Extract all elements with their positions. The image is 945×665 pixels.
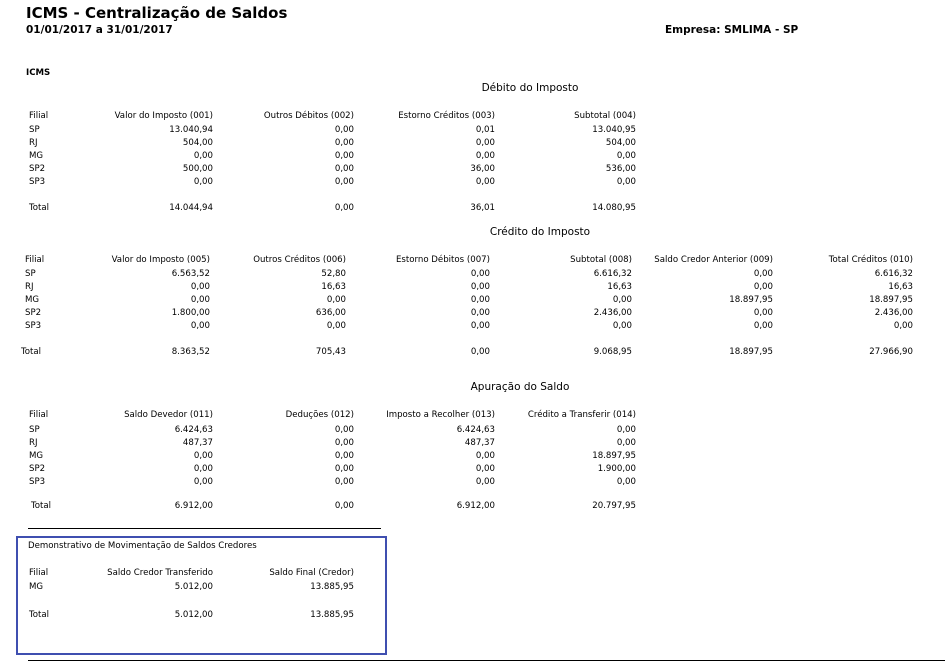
table-cell: 0,00	[470, 295, 490, 305]
table-cell: 0,00	[334, 164, 354, 174]
table-cell: 6.424,63	[456, 425, 495, 435]
column-header: Valor do Imposto (005)	[111, 255, 210, 265]
column-header: Crédito a Transferir (014)	[527, 410, 636, 420]
table-cell: 0,00	[893, 321, 913, 331]
table-cell: 13.040,94	[169, 125, 213, 135]
table-cell: 487,37	[182, 438, 213, 448]
table-cell: 0,00	[334, 425, 354, 435]
table-cell-filial: SP2	[29, 164, 46, 174]
total-label: Total	[21, 347, 42, 357]
table-cell-filial: RJ	[29, 438, 38, 448]
column-header: Filial	[29, 410, 49, 420]
table-cell: 0,00	[475, 151, 495, 161]
apuracao-title: Apuração do Saldo	[470, 381, 570, 393]
table-cell: 0,00	[334, 125, 354, 135]
table-cell: 36,00	[470, 164, 495, 174]
table-cell: 0,00	[190, 321, 210, 331]
table-cell: 16,63	[607, 282, 632, 292]
table-cell-filial: SP2	[29, 464, 46, 474]
table-cell: 487,37	[464, 438, 495, 448]
report-title: ICMS - Centralização de Saldos	[26, 4, 288, 22]
total-cell: 9.068,95	[593, 347, 632, 357]
table-cell: 504,00	[605, 138, 636, 148]
table-cell: 536,00	[605, 164, 636, 174]
table-cell: 2.436,00	[593, 308, 632, 318]
table-cell: 0,00	[326, 321, 346, 331]
table-cell: 0,00	[475, 477, 495, 487]
table-cell: 636,00	[315, 308, 346, 318]
total-cell: 5.012,00	[174, 610, 213, 620]
table-cell-filial: MG	[29, 151, 44, 161]
total-cell: 705,43	[315, 347, 346, 357]
table-cell: 0,00	[753, 308, 773, 318]
table-cell-filial: SP	[29, 425, 40, 435]
table-cell: 13.040,95	[592, 125, 636, 135]
table-cell: 500,00	[182, 164, 213, 174]
table-cell: 0,00	[475, 177, 495, 187]
company-label: Empresa: SMLIMA - SP	[665, 24, 799, 36]
table-cell: 0,00	[616, 477, 636, 487]
column-header: Saldo Devedor (011)	[124, 410, 213, 420]
table-cell-filial: SP	[29, 125, 40, 135]
column-header: Estorno Créditos (003)	[398, 111, 495, 121]
table-cell-filial: SP2	[25, 308, 42, 318]
table-cell: 0,00	[334, 438, 354, 448]
table-cell: 0,00	[470, 269, 490, 279]
column-header: Filial	[29, 568, 49, 578]
table-cell: 0,00	[616, 425, 636, 435]
column-header: Estorno Débitos (007)	[395, 255, 490, 265]
table-cell: 16,63	[888, 282, 913, 292]
column-header: Filial	[29, 111, 49, 121]
table-cell: 504,00	[182, 138, 213, 148]
column-header: Subtotal (004)	[574, 111, 636, 121]
table-cell: 0,00	[334, 138, 354, 148]
table-cell: 16,63	[321, 282, 346, 292]
table-cell: 0,00	[753, 269, 773, 279]
credito-title: Crédito do Imposto	[489, 226, 591, 238]
column-header: Saldo Credor Transferido	[107, 568, 213, 578]
table-cell: 0,00	[475, 138, 495, 148]
table-cell: 0,00	[190, 282, 210, 292]
table-cell-filial: SP3	[29, 177, 46, 187]
table-cell: 0,01	[475, 125, 495, 135]
total-cell: 13.885,95	[310, 610, 354, 620]
table-cell-filial: MG	[29, 451, 44, 461]
debito-title: Débito do Imposto	[481, 82, 579, 94]
total-cell: 0,00	[470, 347, 490, 357]
table-cell: 0,00	[753, 321, 773, 331]
table-cell-filial: RJ	[29, 138, 38, 148]
column-header: Saldo Credor Anterior (009)	[654, 255, 773, 265]
table-cell: 0,00	[612, 321, 632, 331]
total-cell: 0,00	[334, 203, 354, 213]
table-cell: 0,00	[334, 477, 354, 487]
total-label: Total	[29, 610, 50, 620]
table-cell: 1.800,00	[171, 308, 210, 318]
table-cell: 18.897,95	[729, 295, 773, 305]
total-cell: 14.044,94	[169, 203, 213, 213]
table-cell: 0,00	[616, 151, 636, 161]
column-header: Valor do Imposto (001)	[114, 111, 213, 121]
table-cell: 52,80	[321, 269, 346, 279]
table-cell: 0,00	[470, 321, 490, 331]
table-cell-filial: SP3	[29, 477, 46, 487]
total-cell: 8.363,52	[171, 347, 210, 357]
table-cell: 0,00	[334, 151, 354, 161]
column-header: Imposto a Recolher (013)	[386, 410, 495, 420]
column-header: Filial	[25, 255, 45, 265]
table-cell: 18.897,95	[592, 451, 636, 461]
total-cell: 27.966,90	[869, 347, 913, 357]
table-cell: 18.897,95	[869, 295, 913, 305]
total-cell: 6.912,00	[456, 501, 495, 511]
total-cell: 18.897,95	[729, 347, 773, 357]
column-header: Subtotal (008)	[570, 255, 632, 265]
total-cell: 20.797,95	[592, 501, 636, 511]
table-cell: 2.436,00	[874, 308, 913, 318]
table-cell: 0,00	[193, 151, 213, 161]
table-cell: 0,00	[616, 438, 636, 448]
table-cell: 0,00	[326, 295, 346, 305]
total-cell: 0,00	[334, 501, 354, 511]
table-cell: 5.012,00	[174, 582, 213, 592]
divider-line	[28, 528, 381, 529]
table-cell: 6.424,63	[174, 425, 213, 435]
table-cell: 6.616,32	[593, 269, 632, 279]
column-header: Outros Débitos (002)	[263, 111, 354, 121]
table-cell: 6.616,32	[874, 269, 913, 279]
total-cell: 14.080,95	[592, 203, 636, 213]
table-cell: 1.900,00	[597, 464, 636, 474]
table-cell-filial: MG	[29, 582, 44, 592]
table-cell-filial: SP	[25, 269, 36, 279]
table-cell: 6.563,52	[171, 269, 210, 279]
table-cell: 0,00	[470, 308, 490, 318]
table-cell: 0,00	[470, 282, 490, 292]
table-cell: 0,00	[193, 477, 213, 487]
table-cell-filial: MG	[25, 295, 40, 305]
column-header: Saldo Final (Credor)	[269, 568, 354, 578]
table-cell: 13.885,95	[310, 582, 354, 592]
demonstrativo-highlight-box	[16, 536, 387, 655]
total-cell: 36,01	[470, 203, 495, 213]
table-cell: 0,00	[475, 451, 495, 461]
table-cell: 0,00	[334, 177, 354, 187]
table-cell-filial: RJ	[25, 282, 34, 292]
table-cell: 0,00	[475, 464, 495, 474]
column-header: Deduções (012)	[285, 410, 354, 420]
table-cell: 0,00	[612, 295, 632, 305]
report-period: 01/01/2017 a 31/01/2017	[26, 24, 173, 36]
column-header: Total Créditos (010)	[828, 255, 913, 265]
total-label: Total	[31, 501, 52, 511]
table-cell: 0,00	[334, 451, 354, 461]
section-label: ICMS	[26, 68, 51, 78]
demonstrativo-title: Demonstrativo de Movimentação de Saldos Credores	[28, 541, 257, 551]
table-cell: 0,00	[616, 177, 636, 187]
table-cell: 0,00	[193, 177, 213, 187]
table-cell: 0,00	[753, 282, 773, 292]
total-label: Total	[29, 203, 50, 213]
table-cell: 0,00	[193, 464, 213, 474]
table-cell: 0,00	[193, 451, 213, 461]
table-cell: 0,00	[334, 464, 354, 474]
bottom-line	[28, 660, 945, 661]
table-cell: 0,00	[190, 295, 210, 305]
column-header: Outros Créditos (006)	[253, 255, 346, 265]
table-cell-filial: SP3	[25, 321, 42, 331]
total-cell: 6.912,00	[174, 501, 213, 511]
